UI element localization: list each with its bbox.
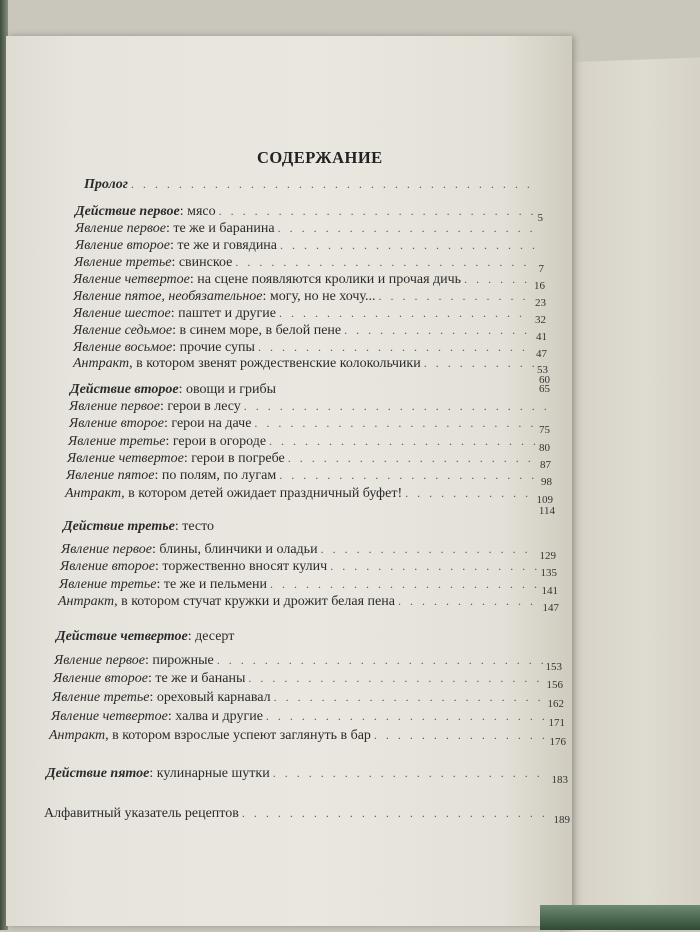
toc-entry: Действие второе: овощи и грибы [70,382,277,397]
page-title: СОДЕРЖАНИЕ [257,148,383,167]
book-cover-bottom [540,905,700,930]
toc-entry: Антракт, в котором детей ожидает праздничный буфет! . . . 109 [65,486,553,506]
toc-entry: Действие пятое: кулинарные шутки . . . 183 [46,766,568,786]
toc-entry: Явление шестое: паштет и другие . . . 32 [73,306,546,326]
toc-page-number: 65 [539,383,550,395]
toc-entry: Явление третье: те же и пельмени . . . 141 [59,577,558,597]
toc-entry: Явление третье: герои в огороде . . . 80 [68,434,550,454]
toc-entry: Явление первое: пирожные . . . 153 [54,653,562,673]
toc-entry: Явление четвертое: на сцене появляются кролики и прочая дичь . . . 16 [73,272,545,292]
toc-entry: Явление восьмое: прочие супы . . . 47 [73,340,547,360]
toc-entry: Антракт, в котором звенят рождественские колокольчики . . . 53 [73,356,548,376]
toc-entry: Явление пятое, необязательное: могу, но не хочу... . . . 23 [73,289,546,309]
toc-entry: Явление второе: герои на даче . . . 75 [69,416,550,436]
toc-page-number: 114 [538,505,555,517]
toc-entry: Явление второе: торжественно вносят кулич . . . 135 [60,559,557,579]
toc-entry: Пролог . . . [84,177,542,197]
toc-entry: Явление четвертое: халва и другие . . . 171 [51,709,565,729]
toc-page-number: 60 [539,374,550,386]
toc-entry: Явление первое: блины, блинчики и оладьи . . . 129 [61,542,556,562]
toc-entry: Действие четвертое: десерт [56,629,235,644]
toc-entry: Антракт, в котором взрослые успеют заглянуть в бар . . . 176 [49,728,566,748]
toc-entry: Антракт, в котором стучат кружки и дрожит белая пена . . . 147 [58,594,559,614]
toc-entry: Явление седьмое: в синем море, в белой пене . . . 41 [73,323,547,343]
toc-entry: Явление пятое: по полям, по лугам . . . 98 [66,468,552,488]
toc-entry-index: Алфавитный указатель рецептов . . . 189 [44,806,570,826]
toc-entry: Явление второе: те же и говядина . . . [75,238,543,258]
facing-page [560,58,700,932]
toc-entry: Явление первое: герои в лесу . . . [69,399,549,419]
toc-entry: Явление второе: те же и бананы . . . 156 [53,671,563,691]
toc-entry: Явление первое: те же и баранина . . . [75,221,543,241]
toc-entry: Явление третье: свинское . . . 7 [74,255,544,275]
toc-entry: Явление третье: ореховый карнавал . . . 162 [52,690,564,710]
toc-entry: Действие третье: тесто [63,519,215,534]
toc-entry: Явление четвертое: герои в погребе . . . 87 [67,451,551,471]
toc-entry: Действие первое: мясо . . . 5 [75,204,543,224]
